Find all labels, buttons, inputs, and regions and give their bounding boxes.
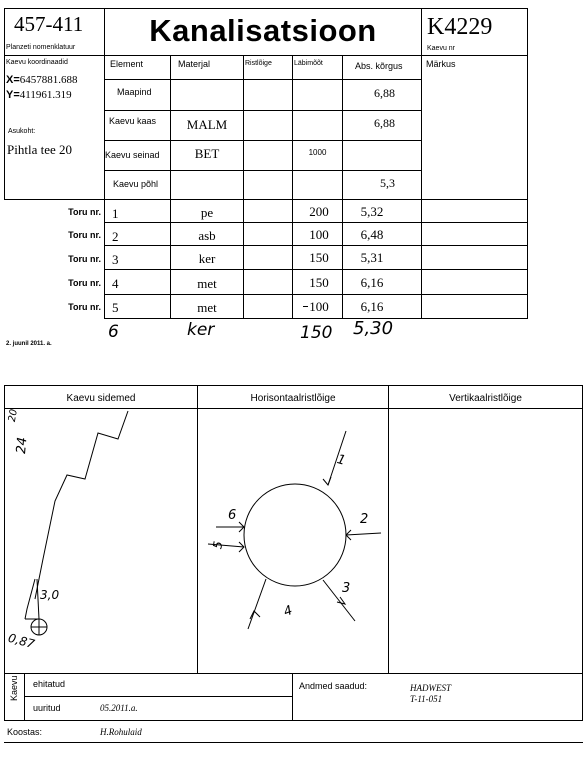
panel-ties-title: Kaevu sidemed [66, 393, 136, 404]
pipe-diameter: 150 [309, 275, 329, 290]
location-value: Pihtla tee 20 [7, 142, 72, 157]
handwritten-pipe-material: ker [187, 320, 215, 340]
pipe-material: pe [200, 205, 214, 220]
handwritten-pipe-diameter: 150 [300, 323, 333, 343]
compiled-value: H.Rohulaid [100, 727, 142, 737]
handwritten-pipe-elevation: 5,30 [353, 318, 394, 339]
element-elevation: 6,88 [374, 116, 395, 130]
coordinate-y: Y=411961.319 [6, 89, 72, 101]
element-elevation: 5,3 [380, 176, 395, 190]
pipe-diameter: 100 [309, 299, 329, 314]
ties-top-corner: 20 [6, 408, 20, 423]
coordinate-x: X=6457881.688 [6, 74, 78, 86]
element-material: BET [194, 146, 220, 161]
built-label: ehitatud [33, 679, 66, 689]
horizontal-section-sketch [198, 409, 388, 673]
pipe-elevation: 6,48 [360, 227, 384, 242]
col-material: Materjal [178, 59, 211, 69]
pipe-elevation: 6,16 [360, 275, 384, 290]
pipe-diameter: 200 [309, 204, 329, 219]
element-name: Maapind [117, 87, 152, 97]
pipe-5-label: 5 [210, 540, 226, 550]
surveyed-label: uuritud [33, 703, 61, 713]
ties-bottom-measure: 3,0 [40, 588, 60, 602]
col-element: Element [110, 59, 144, 69]
footer-well-label: Kaevu [9, 675, 19, 701]
pipe-3-label: 3 [342, 581, 351, 596]
coordinates-label: Kaevu koordinaadid [6, 59, 68, 66]
pipe-diameter: 150 [309, 250, 329, 265]
element-material: MALM [186, 117, 228, 132]
source-label: Andmed saadud: [299, 681, 368, 691]
source-value-1: HADWEST [410, 683, 451, 693]
pipe-label: Toru nr. [68, 230, 101, 240]
pipe-number: 3 [112, 252, 119, 267]
panel-horizontal-title: Horisontaalristlõige [250, 393, 336, 404]
ties-top-measure: 24 [14, 436, 31, 455]
pipe-6-label: 6 [228, 508, 237, 523]
well-number-label: Kaevu nr [427, 45, 456, 52]
pipe-number: 2 [112, 229, 119, 244]
element-name: Kaevu põhl [113, 179, 159, 189]
location-label: Asukoht: [8, 128, 36, 135]
pipe-elevation: 5,32 [360, 204, 384, 219]
col-diameter: Läbimõõt [294, 60, 323, 67]
col-cross: Ristlõige [245, 60, 272, 67]
pipe-label: Toru nr. [68, 207, 101, 217]
pipe-material: ker [198, 251, 216, 266]
pipe-elevation: 6,16 [360, 299, 384, 314]
form-date: 2. juunil 2011. a. [6, 341, 52, 347]
handwritten-dash [303, 306, 308, 307]
ties-bottom-distance: 0,87 [6, 630, 37, 652]
pipe-elevation: 5,31 [360, 250, 384, 265]
pipe-2-label: 2 [360, 512, 369, 527]
pipe-material: met [197, 300, 217, 315]
col-elevation: Abs. kõrgus [355, 61, 403, 71]
surveyed-value: 05.2011.a. [100, 703, 138, 713]
pipe-label: Toru nr. [68, 278, 101, 288]
pipe-number: 5 [112, 300, 119, 315]
pipe-material: asb [198, 228, 216, 243]
form-title: Kanalisatsioon [149, 13, 377, 48]
pipe-diameter: 100 [309, 227, 329, 242]
source-value-2: T-11-051 [410, 694, 443, 704]
panel-vertical-title: Vertikaalristlõige [449, 393, 522, 404]
element-elevation: 6,88 [374, 86, 395, 100]
pipe-label: Toru nr. [68, 254, 101, 264]
element-diameter: 1000 [308, 148, 327, 157]
nomenclature-number: 457-411 [14, 12, 84, 36]
nomenclature-label: Planzeti nomenklatuur [6, 44, 76, 51]
pipe-1-label: 1 [335, 452, 348, 469]
compiled-label: Koostas: [7, 727, 43, 737]
pipe-label: Toru nr. [68, 302, 101, 312]
handwritten-pipe-number: 6 [108, 322, 119, 342]
col-remarks: Märkus [426, 59, 456, 69]
pipe-4-label: 4 [281, 603, 295, 620]
pipe-number: 4 [112, 276, 119, 291]
ties-sketch [5, 409, 197, 673]
pipe-material: met [197, 276, 217, 291]
element-name: Kaevu kaas [109, 116, 157, 126]
element-name: Kaevu seinad [105, 150, 160, 160]
well-number: K4229 [427, 14, 493, 40]
pipe-number: 1 [112, 206, 119, 221]
